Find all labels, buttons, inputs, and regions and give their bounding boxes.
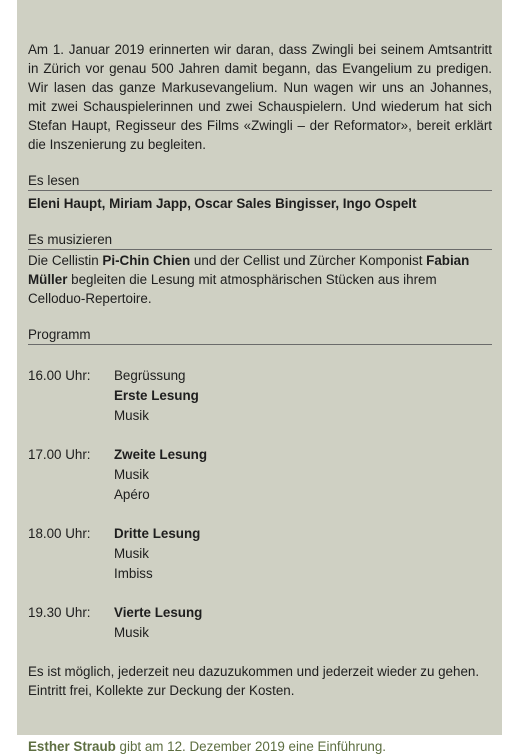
- slot-item: Dritte Lesung: [114, 526, 201, 541]
- program-slot: [28, 445, 492, 505]
- slot-item: Musik: [114, 625, 149, 640]
- slot-item: Erste Lesung: [114, 388, 199, 403]
- footer-name: Esther Straub: [28, 739, 116, 754]
- cellist-name-2: Fabian Müller: [28, 253, 470, 287]
- slot-item: Musik: [114, 408, 149, 423]
- footer-line: [28, 737, 492, 756]
- slot-items: [114, 445, 207, 505]
- footer-text: gibt am 12. Dezember 2019 eine Einführung.: [115, 739, 387, 754]
- program-schedule: [28, 366, 492, 643]
- slot-time: 19.30 Uhr:: [28, 605, 91, 620]
- slot-item: Begrüssung: [114, 368, 186, 383]
- slot-item: Musik: [114, 467, 149, 482]
- slot-time: 16.00 Uhr:: [28, 368, 91, 383]
- slot-time: 17.00 Uhr:: [28, 447, 91, 462]
- slot-item: Musik: [114, 546, 149, 561]
- note-line: Eintritt frei, Kollekte zur Deckung der Kosten.: [28, 683, 295, 698]
- slot-item: Apéro: [114, 487, 150, 502]
- slot-item: Imbiss: [114, 566, 153, 581]
- flyer-card: [17, 0, 502, 754]
- cellist-name-1: Pi-Chin Chien: [102, 253, 191, 268]
- program-heading: Programm: [28, 327, 492, 345]
- slot-items: [114, 524, 200, 584]
- music-text-2: und der Cellist und Zürcher Komponist: [190, 253, 427, 268]
- slot-items: [114, 603, 202, 643]
- intro-paragraph: Am 1. Januar 2019 erinnerten wir daran, dass Zwingli bei seinem Amtsantritt in Zürich vor genau 500 Jahren damit begann, das Evangelium zu predigen. Wir lasen das ganze Markusevangelium. Nun wagen wir uns an Johannes, mit zwei Schauspielerinnen und zwei Schauspielern. Und wiederum hat sich Stefan Haupt, Regisseur des Films «Zwingli – der Reformator», bereit erklärt die Inszenierung zu begleiten.: [28, 42, 492, 152]
- slot-time: 18.00 Uhr:: [28, 526, 91, 541]
- flyer-content: [28, 40, 492, 756]
- music-text-3: begleiten die Lesung mit atmosphärischen Stücken aus ihrem Celloduo-Repertoire.: [28, 272, 437, 306]
- music-paragraph: [28, 251, 492, 308]
- music-heading: Es musizieren: [28, 232, 492, 250]
- readers-heading: Es lesen: [28, 173, 492, 191]
- note-line: Es ist möglich, jederzeit neu dazuzukommen und jederzeit wieder zu gehen.: [28, 664, 480, 679]
- program-slot: [28, 366, 492, 426]
- slot-item: Zweite Lesung: [114, 447, 208, 462]
- music-text-1: Die Cellistin: [28, 253, 103, 268]
- program-slot: [28, 603, 492, 643]
- program-slot: [28, 524, 492, 584]
- slot-items: [114, 366, 199, 426]
- slot-item: Vierte Lesung: [114, 605, 203, 620]
- readers-names: Eleni Haupt, Miriam Japp, Oscar Sales Bingisser, Ingo Ospelt: [28, 196, 417, 211]
